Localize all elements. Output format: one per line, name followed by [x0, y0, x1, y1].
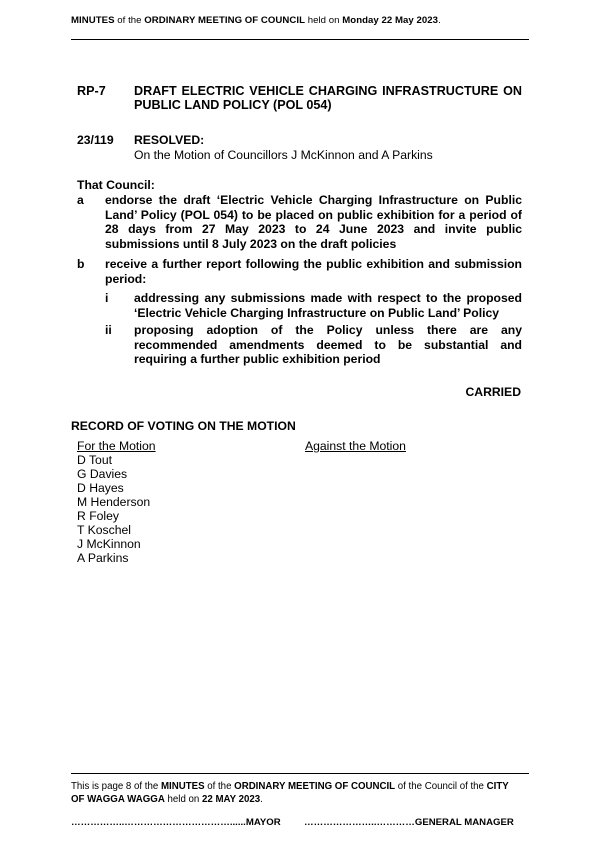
footer-date: 22 MAY 2023: [202, 794, 261, 805]
footer-of-the: of the: [204, 781, 235, 792]
against-motion-label: Against the Motion: [305, 439, 406, 453]
voter-for: A Parkins: [77, 551, 129, 565]
list-item-a-text: endorse the draft ‘Electric Vehicle Charging Infrastructure on Public Land’ Policy (POL 054) to be placed on public exhibition for a period of 28 days from 27 May 2023 to 24 June 2023 and invite public submissions until 8 July 2023 on the draft policies: [105, 193, 522, 251]
header-date: Monday 22 May 2023: [342, 15, 439, 26]
list-item-ii-text: proposing adoption of the Policy unless there are any recommended amendments deemed to be substantial and requiring a further public exhibition period: [134, 323, 522, 366]
voter-for: G Davies: [77, 467, 128, 481]
footer-minutes: MINUTES: [160, 781, 205, 792]
header-rule: [71, 39, 529, 40]
page-header: [71, 15, 441, 26]
mayor-signature-line: ……………..……………………………......MAYOR: [71, 817, 281, 828]
voter-for: R Foley: [77, 509, 119, 523]
list-item-i-text: addressing any submissions made with respect to the proposed ‘Electric Vehicle Charging Infrastructure on Public Land’ Policy: [134, 291, 522, 320]
header-minutes: MINUTES: [71, 15, 115, 26]
that-council: That Council:: [77, 178, 155, 192]
voter-for: D Hayes: [77, 481, 124, 495]
footer-city-name: OF WAGGA WAGGA: [71, 794, 165, 805]
voter-for: D Tout: [77, 453, 113, 467]
footer-period: .: [260, 794, 263, 805]
header-meeting: ORDINARY MEETING OF COUNCIL: [144, 15, 305, 26]
general-manager-signature-line: …………………..…………GENERAL MANAGER: [304, 817, 514, 828]
header-of-the: of the: [114, 15, 145, 26]
list-label-b: b: [77, 257, 85, 271]
footer-council-of: of the Council of the: [395, 781, 487, 792]
header-held-on: held on: [304, 15, 343, 26]
list-label-ii: ii: [105, 323, 112, 337]
item-title-line1: DRAFT ELECTRIC VEHICLE CHARGING INFRASTRUCTURE ON: [134, 84, 522, 98]
footer-page-text: This is page 8 of the: [71, 781, 161, 792]
footer-rule: [71, 773, 529, 774]
voter-for: M Henderson: [77, 495, 151, 509]
voter-for: T Koschel: [77, 523, 131, 537]
voting-heading: RECORD OF VOTING ON THE MOTION: [71, 419, 296, 433]
voter-for: J McKinnon: [77, 537, 141, 551]
carried-label: CARRIED: [465, 385, 521, 399]
for-motion-label: For the Motion: [77, 439, 156, 453]
list-label-i: i: [105, 291, 109, 305]
footer-city: CITY: [486, 781, 509, 792]
resolved-label: RESOLVED:: [134, 133, 205, 147]
item-title-line2: PUBLIC LAND POLICY (POL 054): [134, 98, 332, 112]
item-number: RP-7: [77, 84, 106, 98]
footer-held-on: held on: [164, 794, 202, 805]
resolution-motion: On the Motion of Councillors J McKinnon and A Parkins: [134, 148, 433, 162]
footer-meeting: ORDINARY MEETING OF COUNCIL: [234, 781, 396, 792]
page-footer: [71, 780, 529, 806]
list-item-b-text: receive a further report following the public exhibition and submission period:: [105, 257, 522, 286]
signature-line: [71, 817, 514, 828]
item-title: [134, 84, 522, 112]
header-period: .: [438, 15, 441, 26]
resolution-number: 23/119: [77, 133, 114, 147]
list-label-a: a: [77, 193, 84, 207]
